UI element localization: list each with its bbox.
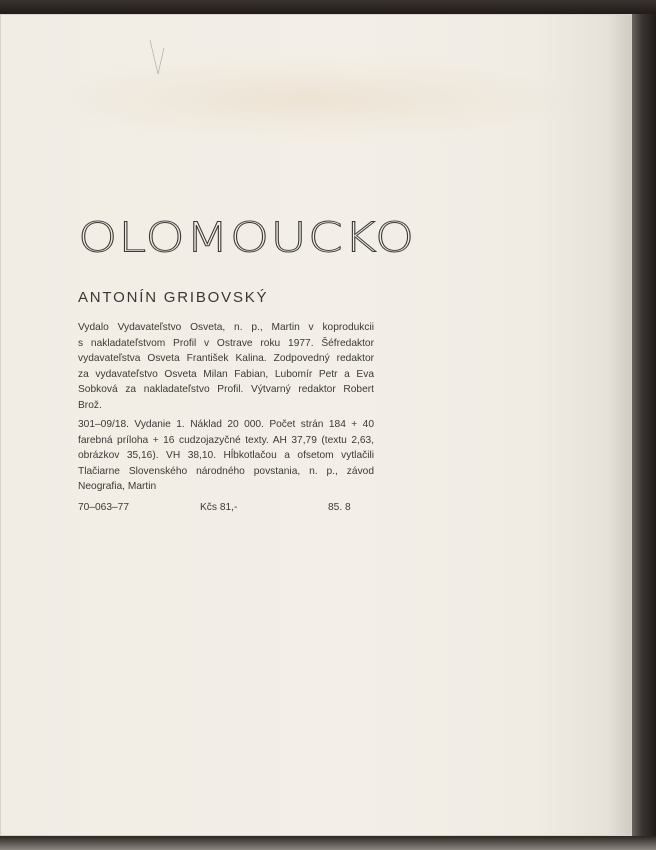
book-number: 85. 8 [328,502,351,513]
imprint-line: Brož. [78,399,102,411]
imprint-line: Vydalo Vydavateľstvo Osveta, n. p., Martin v koprodukcii [78,322,374,333]
imprint-line: s nakladateľstvom Profil v Ostrave roku 1977. Šéfredaktor [78,337,374,349]
price-label: Kčs 81,- [200,502,238,513]
book-title: OLOMOUCKO [78,214,416,262]
imprint-line: Neografia, Martin [78,481,157,492]
imprint-line: za vydavateľstvo Osveta Milan Fabian, Lubomír Petr a Eva [78,368,374,380]
scan-right-border [632,14,656,836]
imprint-paragraph-printing [78,417,374,495]
scan-top-border [0,0,656,14]
imprint-paragraph-publisher [78,320,374,413]
catalog-code: 70–063–77 [78,502,129,513]
imprint-line: Tlačiarne Slovenského národného povstania, n. p., závod [78,465,374,477]
imprint-line: farebná príloha + 16 cudzojazyčné texty. AH 37,79 (textu 2,63, [78,434,374,446]
imprint-line: vydavateľstva Osveta František Kalina. Zodpovedný redaktor [78,353,374,364]
imprint-line: 301–09/18. Vydanie 1. Náklad 20 000. Počet strán 184 + 40 [78,419,374,430]
imprint-line: obrázkov 35,16). VH 38,10. Hĺbkotlačou a ofsetom vytlačili [78,450,374,461]
scan-bottom-border [0,836,656,850]
imprint-line: Sobková za nakladateľstvo Profil. Výtvarný redaktor Robert [78,384,374,395]
pencil-mark [148,38,168,78]
book-author: ANTONÍN GRIBOVSKÝ [78,289,269,306]
paper-stain [30,54,590,144]
